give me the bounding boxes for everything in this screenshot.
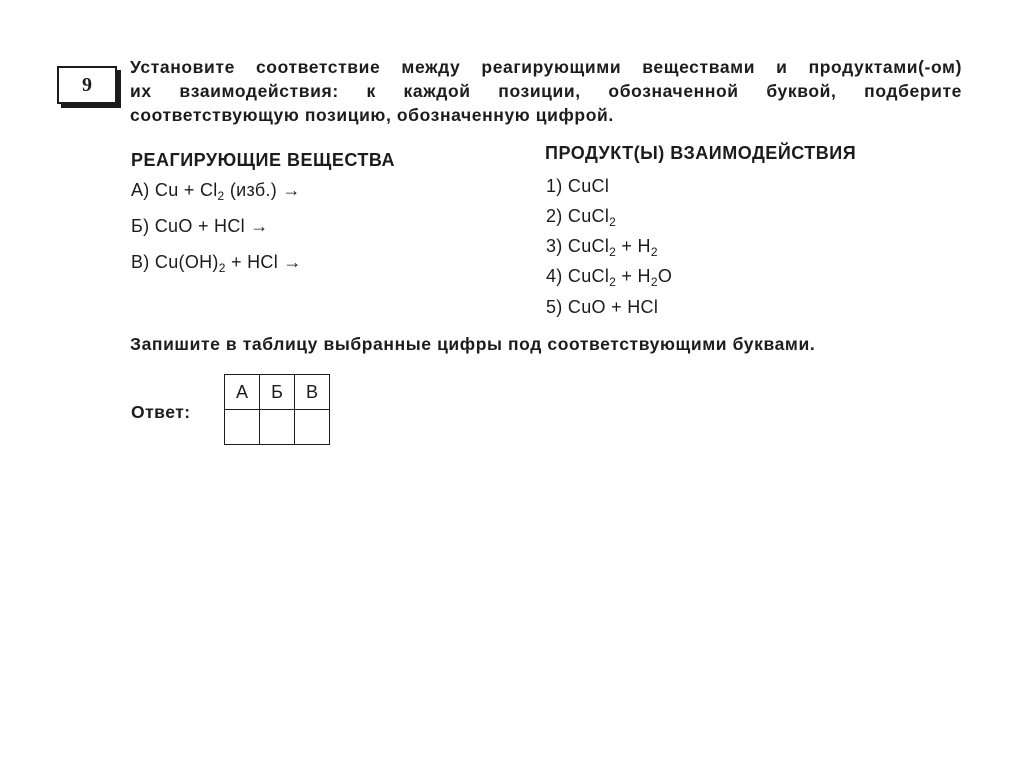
formula-text: + HCl → <box>225 252 302 272</box>
subscript: 2 <box>609 245 617 259</box>
answer-cell-b[interactable] <box>260 410 295 445</box>
answer-header-row <box>225 375 330 410</box>
task-number: 9 <box>57 66 117 104</box>
answer-cell-v[interactable] <box>295 410 330 445</box>
item-label: 3) <box>546 236 563 256</box>
answer-cell-a[interactable] <box>225 410 260 445</box>
answer-input-row <box>225 410 330 445</box>
subscript: 2 <box>217 189 225 203</box>
product-item-3 <box>546 236 658 259</box>
answer-header-v: В <box>295 375 330 410</box>
task-instruction-line: их взаимодействия: к каждой позиции, обозначенной буквой, подберите <box>130 81 962 101</box>
subscript: 2 <box>650 245 658 259</box>
subscript: 2 <box>609 215 617 229</box>
task-instruction-line: соответствующую позицию, обозначенную цифрой. <box>130 105 614 125</box>
write-instruction: Запишите в таблицу выбранные цифры под соответствующими буквами. <box>130 334 816 354</box>
reactants-title: РЕАГИРУЮЩИЕ ВЕЩЕСТВА <box>131 150 395 170</box>
reactant-item-v <box>131 252 302 275</box>
answer-table <box>224 374 330 445</box>
product-item-4 <box>546 266 672 289</box>
formula-text: Cu + Cl <box>154 180 218 200</box>
answer-header-a: А <box>225 375 260 410</box>
product-item-2 <box>546 206 616 229</box>
reactant-item-b <box>131 216 269 237</box>
item-label: Б) <box>131 216 150 236</box>
task-instruction-line: Установите соответствие между реагирующими веществами и продуктами(-ом) <box>130 57 962 77</box>
product-item-5 <box>546 297 658 318</box>
formula-text: CuCl <box>567 266 610 286</box>
task-instruction <box>130 55 962 127</box>
formula-text: CuCl <box>567 176 610 196</box>
formula-text: CuCl <box>567 206 610 226</box>
formula-text: + H <box>616 236 651 256</box>
item-label: 1) <box>546 176 563 196</box>
reactant-item-a <box>131 180 301 203</box>
formula-text: CuO + HCl → <box>154 216 269 236</box>
formula-text: O <box>657 266 673 286</box>
item-label: А) <box>131 180 150 200</box>
formula-text: CuCl <box>567 236 610 256</box>
item-label: 4) <box>546 266 563 286</box>
formula-text: + H <box>616 266 651 286</box>
formula-text: CuO + HCl <box>567 297 659 317</box>
formula-text: Cu(OH) <box>154 252 219 272</box>
answer-label: Ответ: <box>131 402 191 422</box>
subscript: 2 <box>218 261 226 275</box>
formula-text: (изб.) → <box>224 180 301 200</box>
item-label: 2) <box>546 206 563 226</box>
product-item-1 <box>546 176 609 197</box>
subscript: 2 <box>609 275 617 289</box>
item-label: В) <box>131 252 150 272</box>
subscript: 2 <box>650 275 658 289</box>
products-title: ПРОДУКТ(Ы) ВЗАИМОДЕЙСТВИЯ <box>545 143 857 163</box>
item-label: 5) <box>546 297 563 317</box>
answer-header-b: Б <box>260 375 295 410</box>
